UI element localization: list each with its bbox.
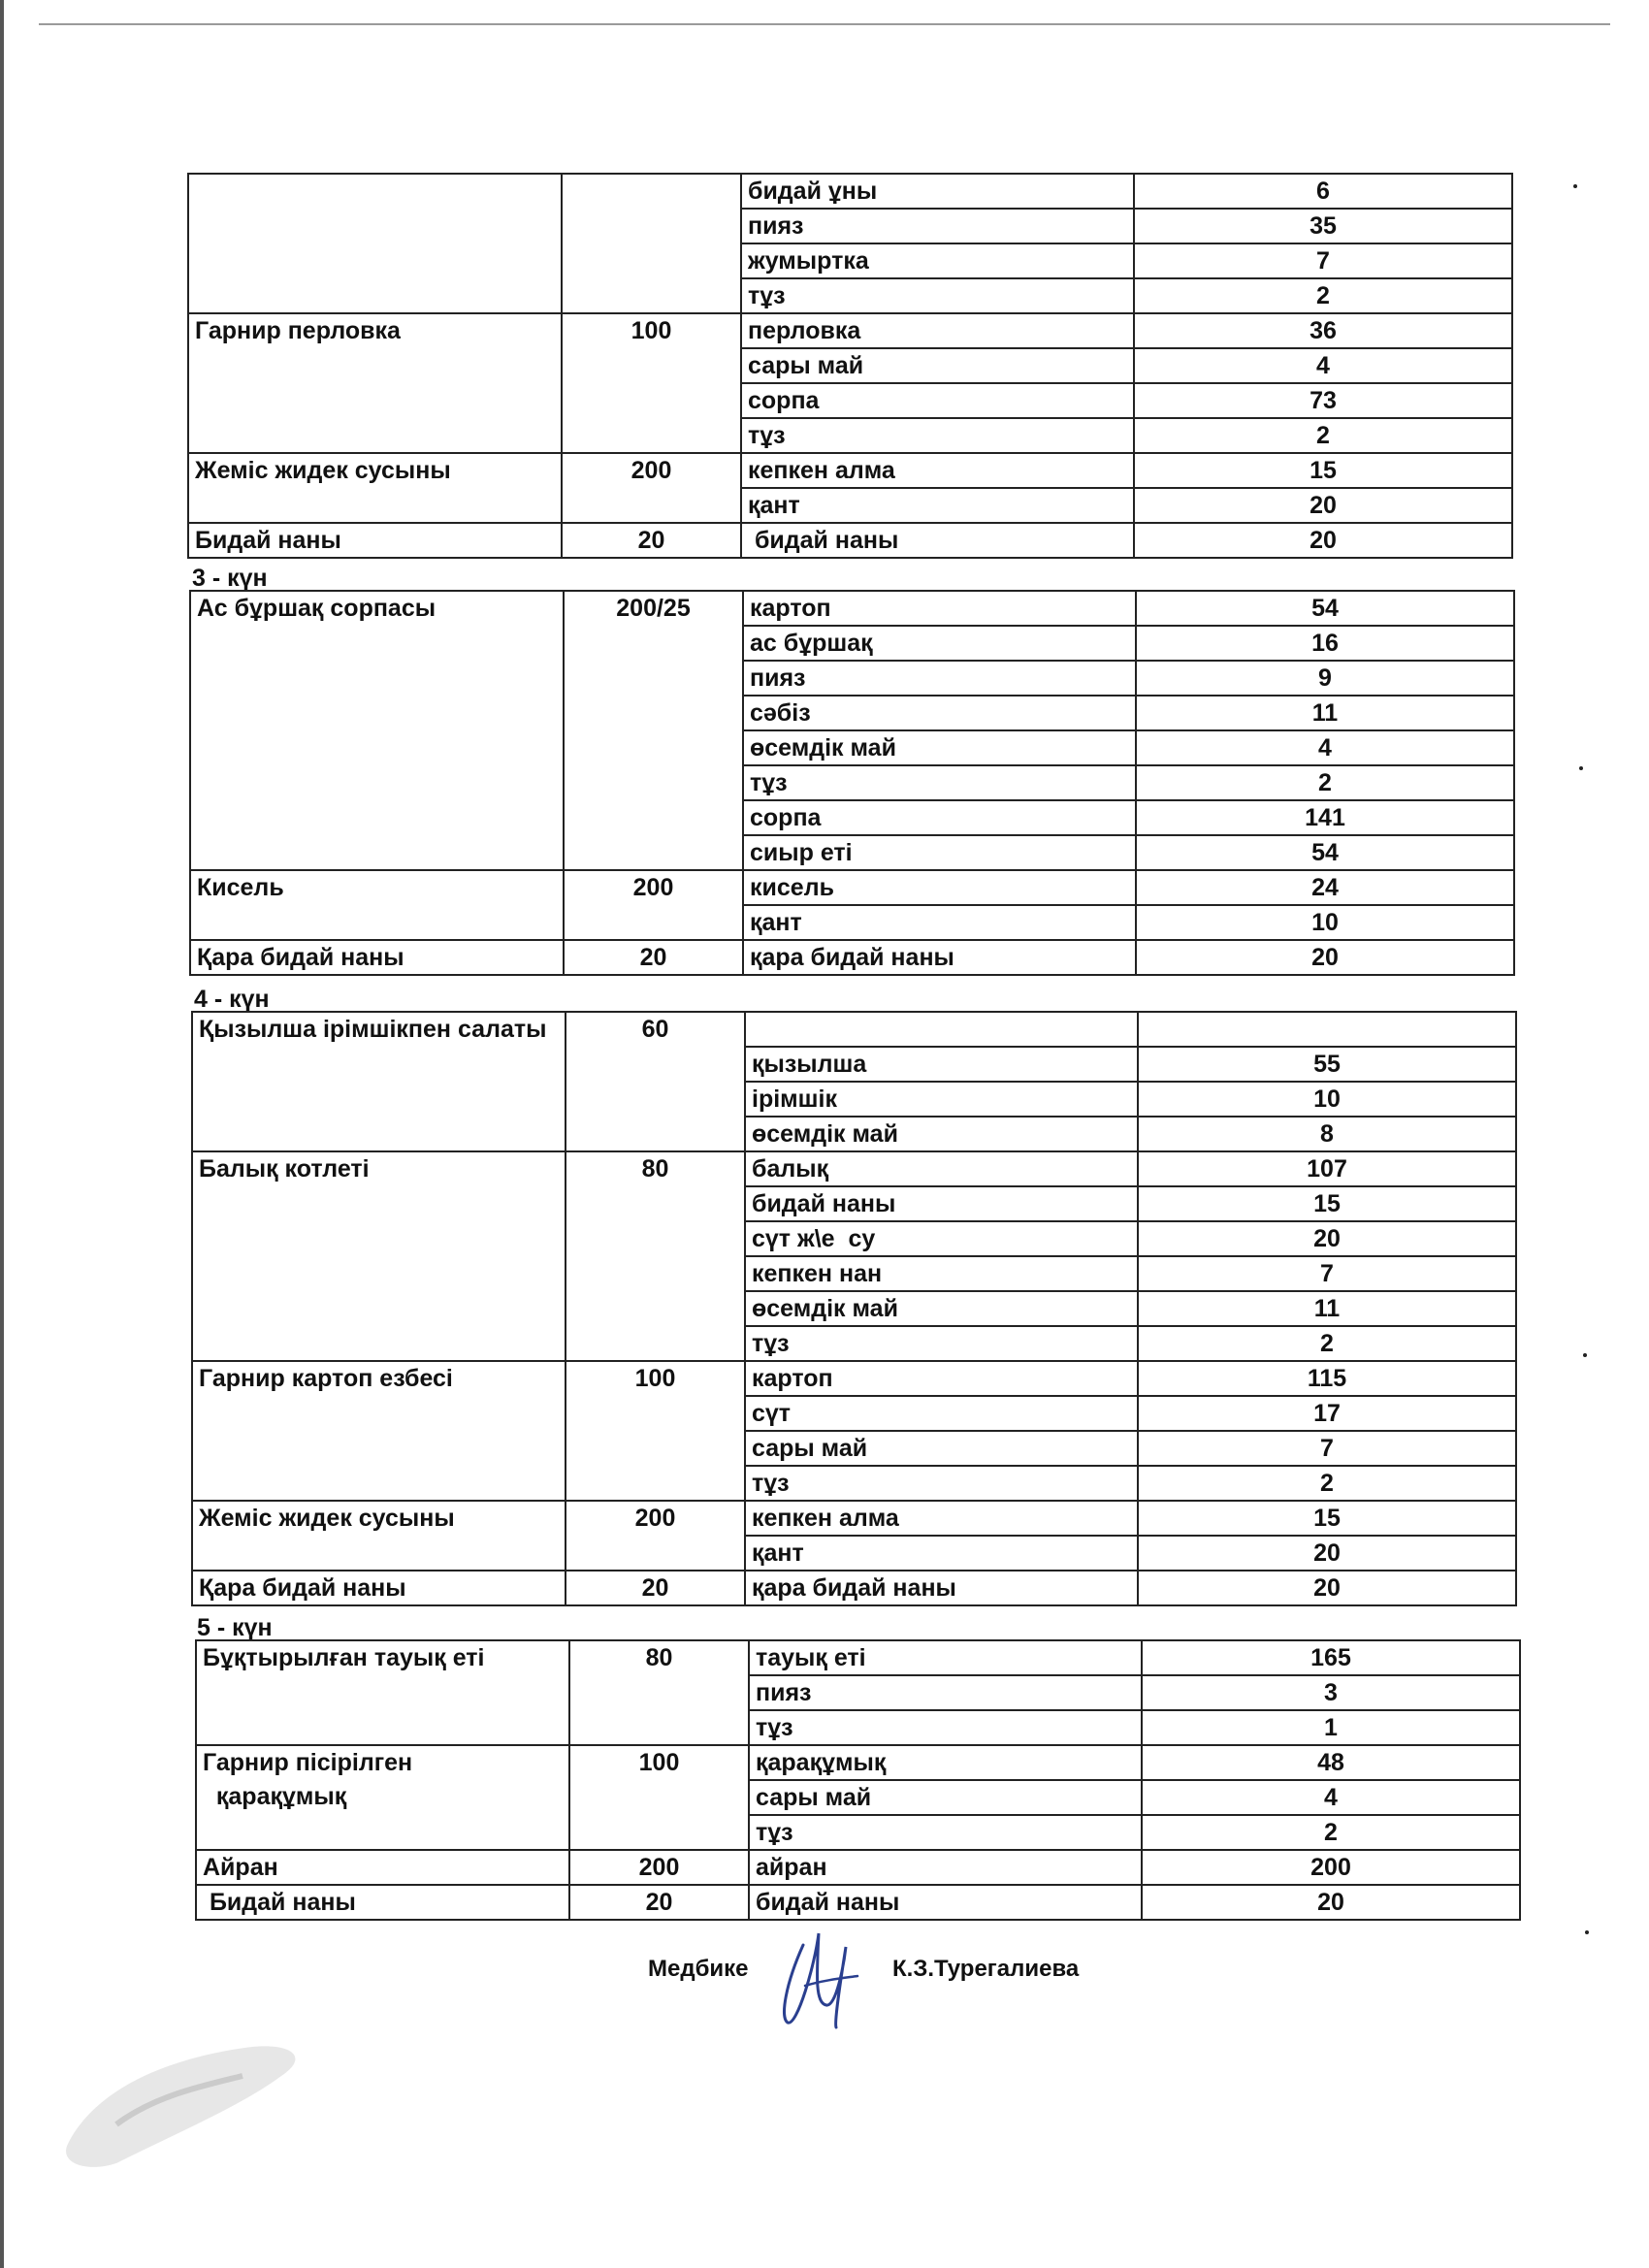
scan-speck — [1573, 184, 1577, 188]
portion-cell — [564, 800, 743, 835]
dish-name-cell — [196, 1675, 569, 1710]
portion-cell — [566, 1466, 745, 1501]
ingredient-grams: 24 — [1136, 870, 1514, 905]
dish-name: Гарнир картоп езбесі — [199, 1365, 453, 1392]
dish-name-cell — [192, 1571, 566, 1605]
ingredient-name: сиыр еті — [743, 835, 1136, 870]
dish-name: Жеміс жидек сусыны — [199, 1505, 455, 1532]
table-row — [188, 523, 1512, 558]
dish-name-cell — [188, 209, 562, 243]
table-row — [190, 696, 1514, 730]
menu-table — [189, 590, 1515, 976]
table-row — [192, 1571, 1516, 1605]
ingredient-grams: 107 — [1138, 1151, 1516, 1186]
ingredient-name: тұз — [749, 1815, 1142, 1850]
portion-cell — [569, 1745, 749, 1780]
dish-name: Гарнир пісірілген — [203, 1749, 413, 1776]
ingredient-grams: 7 — [1138, 1431, 1516, 1466]
dish-name-cell — [188, 243, 562, 278]
portion-cell — [564, 730, 743, 765]
dish-name: Қара бидай наны — [197, 944, 404, 971]
ingredient-grams: 8 — [1138, 1117, 1516, 1151]
table-row — [192, 1221, 1516, 1256]
portion-cell — [562, 209, 741, 243]
table-row — [190, 835, 1514, 870]
table-row — [196, 1675, 1520, 1710]
table-row — [192, 1466, 1516, 1501]
scan-smudge — [58, 2027, 320, 2173]
dish-portion: 20 — [637, 527, 665, 554]
table-row — [188, 278, 1512, 313]
portion-cell — [562, 523, 741, 558]
dish-name: Жеміс жидек сусыны — [195, 457, 451, 484]
portion-cell — [566, 1117, 745, 1151]
ingredient-name: кепкен нан — [745, 1256, 1138, 1291]
dish-name-cell — [192, 1326, 566, 1361]
dish-name-cell — [188, 278, 562, 313]
table-row — [192, 1186, 1516, 1221]
menu-table — [195, 1639, 1521, 1921]
table-row — [188, 243, 1512, 278]
ingredient-name: бидай наны — [745, 1186, 1138, 1221]
menu-section-day-5 — [195, 1639, 1521, 1921]
dish-name-cell — [188, 523, 562, 558]
dish-name: Бидай наны — [195, 527, 341, 554]
ingredient-name: өсемдік май — [743, 730, 1136, 765]
dish-name-cell — [192, 1291, 566, 1326]
ingredient-grams: 73 — [1134, 383, 1512, 418]
ingredient-grams: 6 — [1134, 174, 1512, 209]
dish-name-cell — [196, 1640, 569, 1675]
ingredient-name: қарақұмық — [749, 1745, 1142, 1780]
table-row — [188, 348, 1512, 383]
dish-portion: 200 — [632, 874, 674, 901]
dish-name-cell — [192, 1151, 566, 1186]
signature — [776, 1926, 863, 2032]
portion-cell — [564, 591, 743, 626]
ingredient-grams: 7 — [1134, 243, 1512, 278]
dish-name: Қызылша ірімшікпен салаты — [199, 1016, 547, 1043]
table-row — [188, 453, 1512, 488]
dish-name-cell — [192, 1082, 566, 1117]
table-row — [192, 1291, 1516, 1326]
ingredient-grams: 115 — [1138, 1361, 1516, 1396]
portion-cell — [569, 1640, 749, 1675]
dish-portion: 200/25 — [616, 595, 691, 622]
portion-cell — [564, 940, 743, 975]
portion-cell — [562, 174, 741, 209]
portion-cell — [569, 1885, 749, 1920]
portion-cell — [562, 243, 741, 278]
portion-cell — [566, 1047, 745, 1082]
portion-cell — [566, 1396, 745, 1431]
dish-name: Кисель — [197, 874, 284, 901]
dish-portion: 20 — [641, 1574, 669, 1602]
dish-name-cell — [192, 1361, 566, 1396]
ingredient-name: қант — [745, 1536, 1138, 1571]
table-row — [192, 1047, 1516, 1082]
portion-cell — [566, 1326, 745, 1361]
portion-cell — [564, 870, 743, 905]
scan-speck — [1583, 1353, 1587, 1357]
ingredient-name: қант — [741, 488, 1134, 523]
portion-cell — [566, 1186, 745, 1221]
dish-name-cell — [190, 765, 564, 800]
portion-cell — [566, 1501, 745, 1536]
ingredient-grams: 20 — [1136, 940, 1514, 975]
dish-portion: 200 — [630, 457, 672, 484]
table-row — [192, 1501, 1516, 1536]
menu-section-day-3 — [189, 590, 1515, 976]
ingredient-grams: 48 — [1142, 1745, 1520, 1780]
portion-cell — [562, 383, 741, 418]
ingredient-name: бидай наны — [741, 523, 1134, 558]
ingredient-name: пияз — [741, 209, 1134, 243]
portion-cell — [566, 1256, 745, 1291]
ingredient-grams: 36 — [1134, 313, 1512, 348]
portion-cell — [566, 1536, 745, 1571]
table-row — [196, 1850, 1520, 1885]
ingredient-name: бидай наны — [749, 1885, 1142, 1920]
portion-cell — [566, 1221, 745, 1256]
portion-cell — [566, 1431, 745, 1466]
table-row — [190, 905, 1514, 940]
day-label-4: 4 - күн — [194, 986, 270, 1013]
ingredient-name: сорпа — [743, 800, 1136, 835]
menu-table — [187, 173, 1513, 559]
table-row — [188, 209, 1512, 243]
dish-name-cell — [192, 1117, 566, 1151]
dish-name-cell — [188, 313, 562, 348]
portion-cell — [564, 661, 743, 696]
dish-name-cell — [196, 1780, 569, 1815]
portion-cell — [562, 278, 741, 313]
dish-portion: 80 — [641, 1155, 669, 1183]
table-row — [196, 1710, 1520, 1745]
ingredient-name — [745, 1012, 1138, 1047]
ingredient-grams: 20 — [1138, 1221, 1516, 1256]
ingredient-name: тұз — [745, 1466, 1138, 1501]
table-row — [188, 174, 1512, 209]
portion-cell — [569, 1675, 749, 1710]
dish-name-cell — [188, 174, 562, 209]
dish-name-cell — [192, 1256, 566, 1291]
table-row — [192, 1151, 1516, 1186]
table-row — [192, 1536, 1516, 1571]
scan-top-rule — [39, 23, 1610, 25]
dish-portion: 60 — [641, 1016, 669, 1043]
dish-name-line2: қарақұмық — [203, 1783, 347, 1810]
table-row — [192, 1431, 1516, 1466]
ingredient-name: қызылша — [745, 1047, 1138, 1082]
dish-name-cell — [196, 1850, 569, 1885]
dish-name-cell — [190, 835, 564, 870]
ingredient-grams: 9 — [1136, 661, 1514, 696]
dish-name-cell — [188, 488, 562, 523]
dish-name-cell — [190, 800, 564, 835]
ingredient-grams: 2 — [1138, 1466, 1516, 1501]
ingredient-name: тұз — [743, 765, 1136, 800]
footer-role: Медбике — [648, 1956, 749, 1982]
ingredient-grams: 200 — [1142, 1850, 1520, 1885]
dish-portion: 20 — [645, 1889, 673, 1916]
ingredient-name: сары май — [749, 1780, 1142, 1815]
table-row — [196, 1780, 1520, 1815]
portion-cell — [562, 488, 741, 523]
menu-section-continued — [187, 173, 1513, 559]
ingredient-name: тұз — [749, 1710, 1142, 1745]
dish-name: Балық котлеті — [199, 1155, 370, 1183]
dish-name-cell — [188, 348, 562, 383]
ingredient-name: сары май — [741, 348, 1134, 383]
menu-table — [191, 1011, 1517, 1606]
ingredient-grams: 4 — [1136, 730, 1514, 765]
portion-cell — [562, 313, 741, 348]
ingredient-grams: 55 — [1138, 1047, 1516, 1082]
ingredient-name: тұз — [741, 278, 1134, 313]
dish-portion: 80 — [645, 1644, 673, 1671]
portion-cell — [564, 835, 743, 870]
dish-name: Айран — [203, 1854, 278, 1881]
ingredient-name: кепкен алма — [741, 453, 1134, 488]
portion-cell — [566, 1012, 745, 1047]
dish-name: Гарнир перловка — [195, 317, 401, 344]
ingredient-name: тұз — [745, 1326, 1138, 1361]
dish-name-cell — [190, 661, 564, 696]
portion-cell — [566, 1571, 745, 1605]
table-row — [192, 1326, 1516, 1361]
ingredient-grams: 15 — [1138, 1501, 1516, 1536]
portion-cell — [566, 1361, 745, 1396]
portion-cell — [564, 765, 743, 800]
portion-cell — [569, 1850, 749, 1885]
ingredient-grams: 15 — [1138, 1186, 1516, 1221]
ingredient-grams: 10 — [1138, 1082, 1516, 1117]
dish-name-cell — [196, 1885, 569, 1920]
table-row — [196, 1885, 1520, 1920]
ingredient-name: бидай ұны — [741, 174, 1134, 209]
ingredient-grams: 15 — [1134, 453, 1512, 488]
ingredient-name: перловка — [741, 313, 1134, 348]
dish-name: Ас бұршақ сорпасы — [197, 595, 436, 622]
dish-name-cell — [192, 1431, 566, 1466]
dish-name-cell — [190, 591, 564, 626]
ingredient-name: сәбіз — [743, 696, 1136, 730]
ingredient-name: өсемдік май — [745, 1291, 1138, 1326]
table-row — [192, 1082, 1516, 1117]
ingredient-grams: 54 — [1136, 591, 1514, 626]
ingredient-name: кепкен алма — [745, 1501, 1138, 1536]
ingredient-grams: 20 — [1134, 488, 1512, 523]
dish-portion: 200 — [638, 1854, 680, 1881]
table-row — [192, 1256, 1516, 1291]
ingredient-name: кисель — [743, 870, 1136, 905]
dish-name-cell — [192, 1186, 566, 1221]
ingredient-grams: 1 — [1142, 1710, 1520, 1745]
ingredient-name: ірімшік — [745, 1082, 1138, 1117]
ingredient-grams: 7 — [1138, 1256, 1516, 1291]
ingredient-grams: 2 — [1134, 278, 1512, 313]
dish-name: Бидай наны — [203, 1889, 356, 1916]
dish-name-cell — [192, 1221, 566, 1256]
portion-cell — [562, 418, 741, 453]
dish-name-cell — [190, 940, 564, 975]
dish-portion: 100 — [630, 317, 672, 344]
ingredient-name: сүт ж\е су — [745, 1221, 1138, 1256]
ingredient-name: қант — [743, 905, 1136, 940]
dish-name-cell — [190, 905, 564, 940]
dish-name-cell — [196, 1815, 569, 1850]
ingredient-name: картоп — [743, 591, 1136, 626]
ingredient-name: пияз — [743, 661, 1136, 696]
table-row — [192, 1117, 1516, 1151]
table-row — [190, 800, 1514, 835]
dish-name-cell — [192, 1396, 566, 1431]
dish-name-cell — [192, 1466, 566, 1501]
table-row — [188, 313, 1512, 348]
portion-cell — [562, 453, 741, 488]
ingredient-grams: 141 — [1136, 800, 1514, 835]
footer-name: К.З.Турегалиева — [892, 1956, 1080, 1982]
portion-cell — [569, 1710, 749, 1745]
dish-name-cell — [192, 1501, 566, 1536]
ingredient-name: пияз — [749, 1675, 1142, 1710]
portion-cell — [566, 1291, 745, 1326]
dish-name-cell — [196, 1710, 569, 1745]
scan-speck — [1585, 1930, 1589, 1934]
table-row — [192, 1012, 1516, 1047]
ingredient-grams: 20 — [1138, 1571, 1516, 1605]
portion-cell — [562, 348, 741, 383]
table-row — [188, 488, 1512, 523]
portion-cell — [564, 696, 743, 730]
ingredient-grams: 4 — [1142, 1780, 1520, 1815]
portion-cell — [564, 905, 743, 940]
ingredient-grams — [1138, 1012, 1516, 1047]
table-row — [190, 626, 1514, 661]
ingredient-grams: 3 — [1142, 1675, 1520, 1710]
dish-name-cell — [192, 1012, 566, 1047]
ingredient-name: сүт — [745, 1396, 1138, 1431]
portion-cell — [569, 1780, 749, 1815]
table-row — [190, 765, 1514, 800]
ingredient-grams: 11 — [1136, 696, 1514, 730]
scan-speck — [1579, 766, 1583, 770]
ingredient-name: тауық еті — [749, 1640, 1142, 1675]
ingredient-grams: 17 — [1138, 1396, 1516, 1431]
dish-name: Қара бидай наны — [199, 1574, 406, 1602]
ingredient-name: тұз — [741, 418, 1134, 453]
table-row — [190, 870, 1514, 905]
portion-cell — [569, 1815, 749, 1850]
ingredient-grams: 2 — [1142, 1815, 1520, 1850]
portion-cell — [566, 1082, 745, 1117]
menu-section-day-4 — [191, 1011, 1517, 1606]
table-row — [196, 1815, 1520, 1850]
ingredient-name: айран — [749, 1850, 1142, 1885]
ingredient-name: картоп — [745, 1361, 1138, 1396]
dish-name-cell — [192, 1047, 566, 1082]
dish-name-cell — [196, 1745, 569, 1780]
dish-portion: 100 — [634, 1365, 676, 1392]
ingredient-grams: 35 — [1134, 209, 1512, 243]
table-row — [192, 1361, 1516, 1396]
ingredient-grams: 11 — [1138, 1291, 1516, 1326]
dish-name-cell — [190, 730, 564, 765]
ingredient-name: қара бидай наны — [743, 940, 1136, 975]
ingredient-grams: 2 — [1138, 1326, 1516, 1361]
ingredient-name: өсемдік май — [745, 1117, 1138, 1151]
dish-name-cell — [192, 1536, 566, 1571]
table-row — [190, 661, 1514, 696]
ingredient-grams: 10 — [1136, 905, 1514, 940]
ingredient-name: жумыртка — [741, 243, 1134, 278]
ingredient-grams: 165 — [1142, 1640, 1520, 1675]
ingredient-name: сорпа — [741, 383, 1134, 418]
table-row — [190, 940, 1514, 975]
ingredient-grams: 20 — [1134, 523, 1512, 558]
day-label-5: 5 - күн — [197, 1614, 273, 1641]
ingredient-grams: 4 — [1134, 348, 1512, 383]
day-label-3: 3 - күн — [192, 565, 268, 592]
ingredient-grams: 54 — [1136, 835, 1514, 870]
table-row — [190, 730, 1514, 765]
ingredient-name: балық — [745, 1151, 1138, 1186]
dish-portion: 20 — [639, 944, 667, 971]
ingredient-name: ас бұршақ — [743, 626, 1136, 661]
dish-portion: 200 — [634, 1505, 676, 1532]
table-row — [196, 1745, 1520, 1780]
table-row — [188, 418, 1512, 453]
ingredient-grams: 16 — [1136, 626, 1514, 661]
dish-name-cell — [188, 383, 562, 418]
dish-portion: 100 — [638, 1749, 680, 1776]
table-row — [190, 591, 1514, 626]
ingredient-grams: 20 — [1142, 1885, 1520, 1920]
dish-name-cell — [190, 696, 564, 730]
ingredient-grams: 2 — [1134, 418, 1512, 453]
dish-name-cell — [190, 870, 564, 905]
ingredient-grams: 2 — [1136, 765, 1514, 800]
dish-name: Бұқтырылған тауық еті — [203, 1644, 485, 1671]
portion-cell — [566, 1151, 745, 1186]
table-row — [196, 1640, 1520, 1675]
ingredient-name: қара бидай наны — [745, 1571, 1138, 1605]
table-row — [192, 1396, 1516, 1431]
portion-cell — [564, 626, 743, 661]
ingredient-grams: 20 — [1138, 1536, 1516, 1571]
scan-left-edge — [0, 0, 4, 2268]
dish-name-cell — [190, 626, 564, 661]
dish-name-cell — [188, 453, 562, 488]
table-row — [188, 383, 1512, 418]
dish-name-cell — [188, 418, 562, 453]
ingredient-name: сары май — [745, 1431, 1138, 1466]
